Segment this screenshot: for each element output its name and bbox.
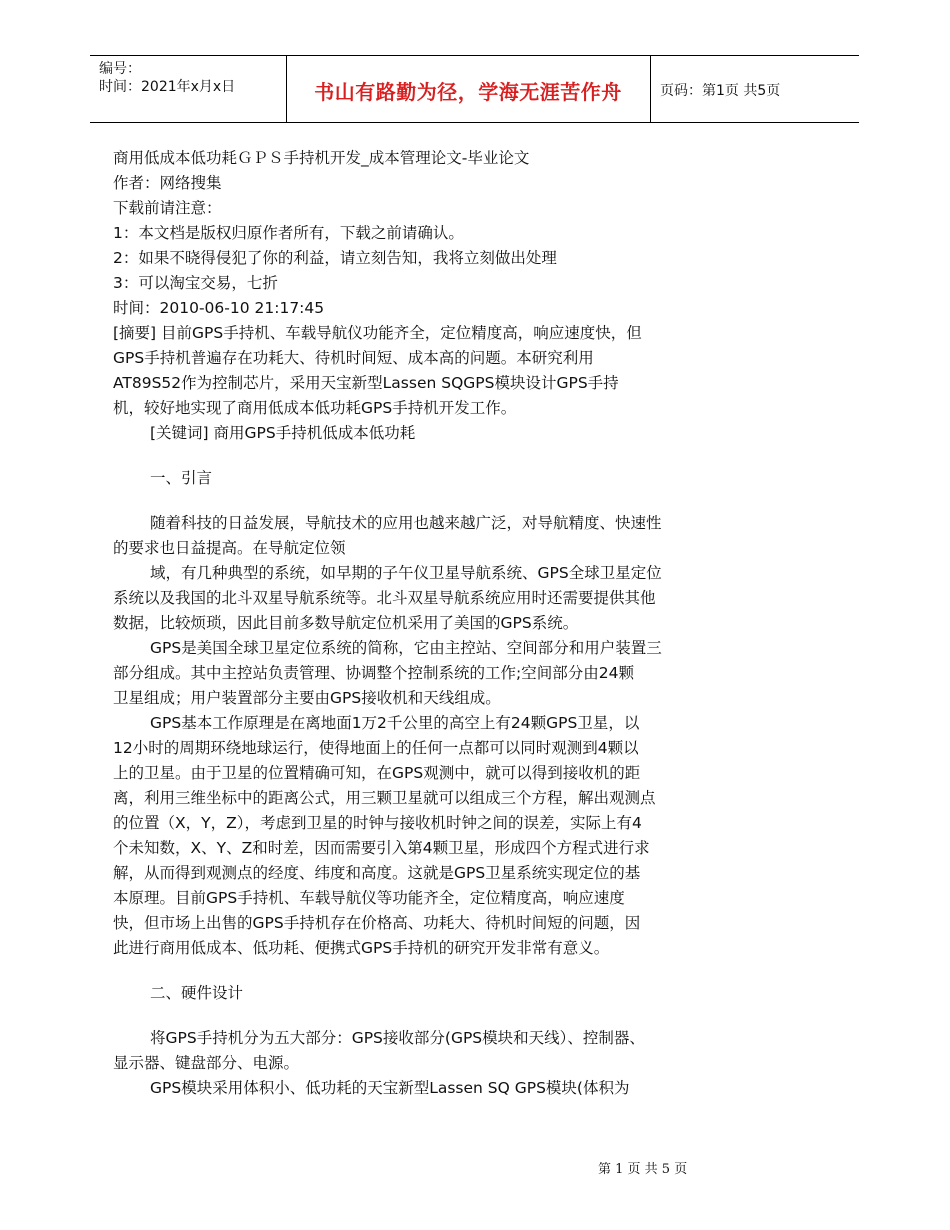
body-line: 显示器、键盘部分、电源。 — [113, 1054, 300, 1072]
body-line: 部分组成。其中主控站负责管理、协调整个控制系统的工作;空间部分由24颗 — [113, 664, 634, 682]
body-line: 12小时的周期环绕地球运行，使得地面上的任何一点都可以同时观测到4颗以 — [113, 739, 639, 757]
body-line: GPS模块采用体积小、低功耗的天宝新型Lassen SQ GPS模块(体积为 — [150, 1079, 630, 1097]
abstract-line: 机，较好地实现了商用低成本低功耗GPS手持机开发工作。 — [113, 399, 517, 417]
doc-author: 作者：网络搜集 — [113, 174, 222, 192]
header-table — [90, 55, 859, 123]
doc-notice-item: 1：本文档是版权归原作者所有，下载之前请确认。 — [113, 224, 464, 242]
abstract-line: AT89S52作为控制芯片，采用天宝新型Lassen SQGPS模块设计GPS手持 — [113, 374, 619, 392]
body-line: 数据，比较烦琐，因此目前多数导航定位机采用了美国的GPS系统。 — [113, 614, 579, 632]
doc-notice-item: 2：如果不晓得侵犯了你的利益，请立刻告知，我将立刻做出处理 — [113, 249, 557, 267]
body-line: 系统以及我国的北斗双星导航系统等。北斗双星导航系统应用时还需要提供其他 — [113, 589, 656, 607]
time-label: 时间：2021年x月x日 — [99, 79, 236, 95]
doc-timestamp: 时间：2010-06-10 21:17:45 — [113, 299, 325, 317]
body-line: 上的卫星。由于卫星的位置精确可知，在GPS观测中，就可以得到接收机的距 — [113, 764, 641, 782]
doc-title: 商用低成本低功耗ＧＰＳ手持机开发_成本管理论文-毕业论文 — [113, 149, 530, 167]
document-body — [113, 146, 773, 1101]
body-line: 的要求也日益提高。在导航定位领 — [113, 539, 346, 557]
body-line: 的位置（X，Y，Z），考虑到卫星的时钟与接收机时钟之间的误差，实际上有4 — [113, 814, 642, 832]
body-line: 将GPS手持机分为五大部分：GPS接收部分(GPS模块和天线）、控制器、 — [150, 1029, 645, 1047]
number-label: 编号： — [99, 61, 141, 77]
doc-notice-heading: 下载前请注意： — [113, 199, 222, 217]
body-line: 随着科技的日益发展，导航技术的应用也越来越广泛，对导航精度、快速性 — [150, 514, 662, 532]
body-line: GPS基本工作原理是在离地面1万2千公里的高空上有24颗GPS卫星，以 — [150, 714, 640, 732]
header-meta — [99, 60, 235, 96]
body-line: 卫星组成；用户装置部分主要由GPS接收机和天线组成。 — [113, 689, 501, 707]
body-line: GPS是美国全球卫星定位系统的简称，它由主控站、空间部分和用户装置三 — [150, 639, 662, 657]
body-line: 此进行商用低成本、低功耗、便携式GPS手持机的研究开发非常有意义。 — [113, 939, 610, 957]
body-line: 快，但市场上出售的GPS手持机存在价格高、功耗大、待机时间短的问题，因 — [113, 914, 641, 932]
section-heading: 二、硬件设计 — [150, 984, 244, 1002]
header-page-info: 页码：第1页 共5页 — [660, 83, 781, 99]
abstract-line: [摘要] 目前GPS手持机、车载导航仪功能齐全，定位精度高，响应速度快，但 — [113, 324, 642, 342]
body-line: 本原理。目前GPS手持机、车载导航仪等功能齐全，定位精度高，响应速度 — [113, 889, 625, 907]
header-divider — [650, 56, 651, 122]
body-line: 解，从而得到观测点的经度、纬度和高度。这就是GPS卫星系统实现定位的基 — [113, 864, 641, 882]
abstract-line: GPS手持机普遍存在功耗大、待机时间短、成本高的问题。本研究利用 — [113, 349, 594, 367]
doc-notice-item: 3：可以淘宝交易，七折 — [113, 274, 278, 292]
footer-page-number: 第 1 页 共 5 页 — [598, 1162, 688, 1177]
section-heading: 一、引言 — [150, 469, 213, 487]
body-line: 个未知数，X、Y、Z和时差，因而需要引入第4颗卫星，形成四个方程式进行求 — [113, 839, 650, 857]
body-line: 离，利用三维坐标中的距离公式，用三颗卫星就可以组成三个方程，解出观测点 — [113, 789, 656, 807]
header-motto: 书山有路勤为径，学海无涯苦作舟 — [314, 80, 622, 104]
body-line: 域，有几种典型的系统，如早期的子午仪卫星导航系统、GPS全球卫星定位 — [150, 564, 662, 582]
keywords-line: [关键词] 商用GPS手持机低成本低功耗 — [150, 424, 416, 442]
